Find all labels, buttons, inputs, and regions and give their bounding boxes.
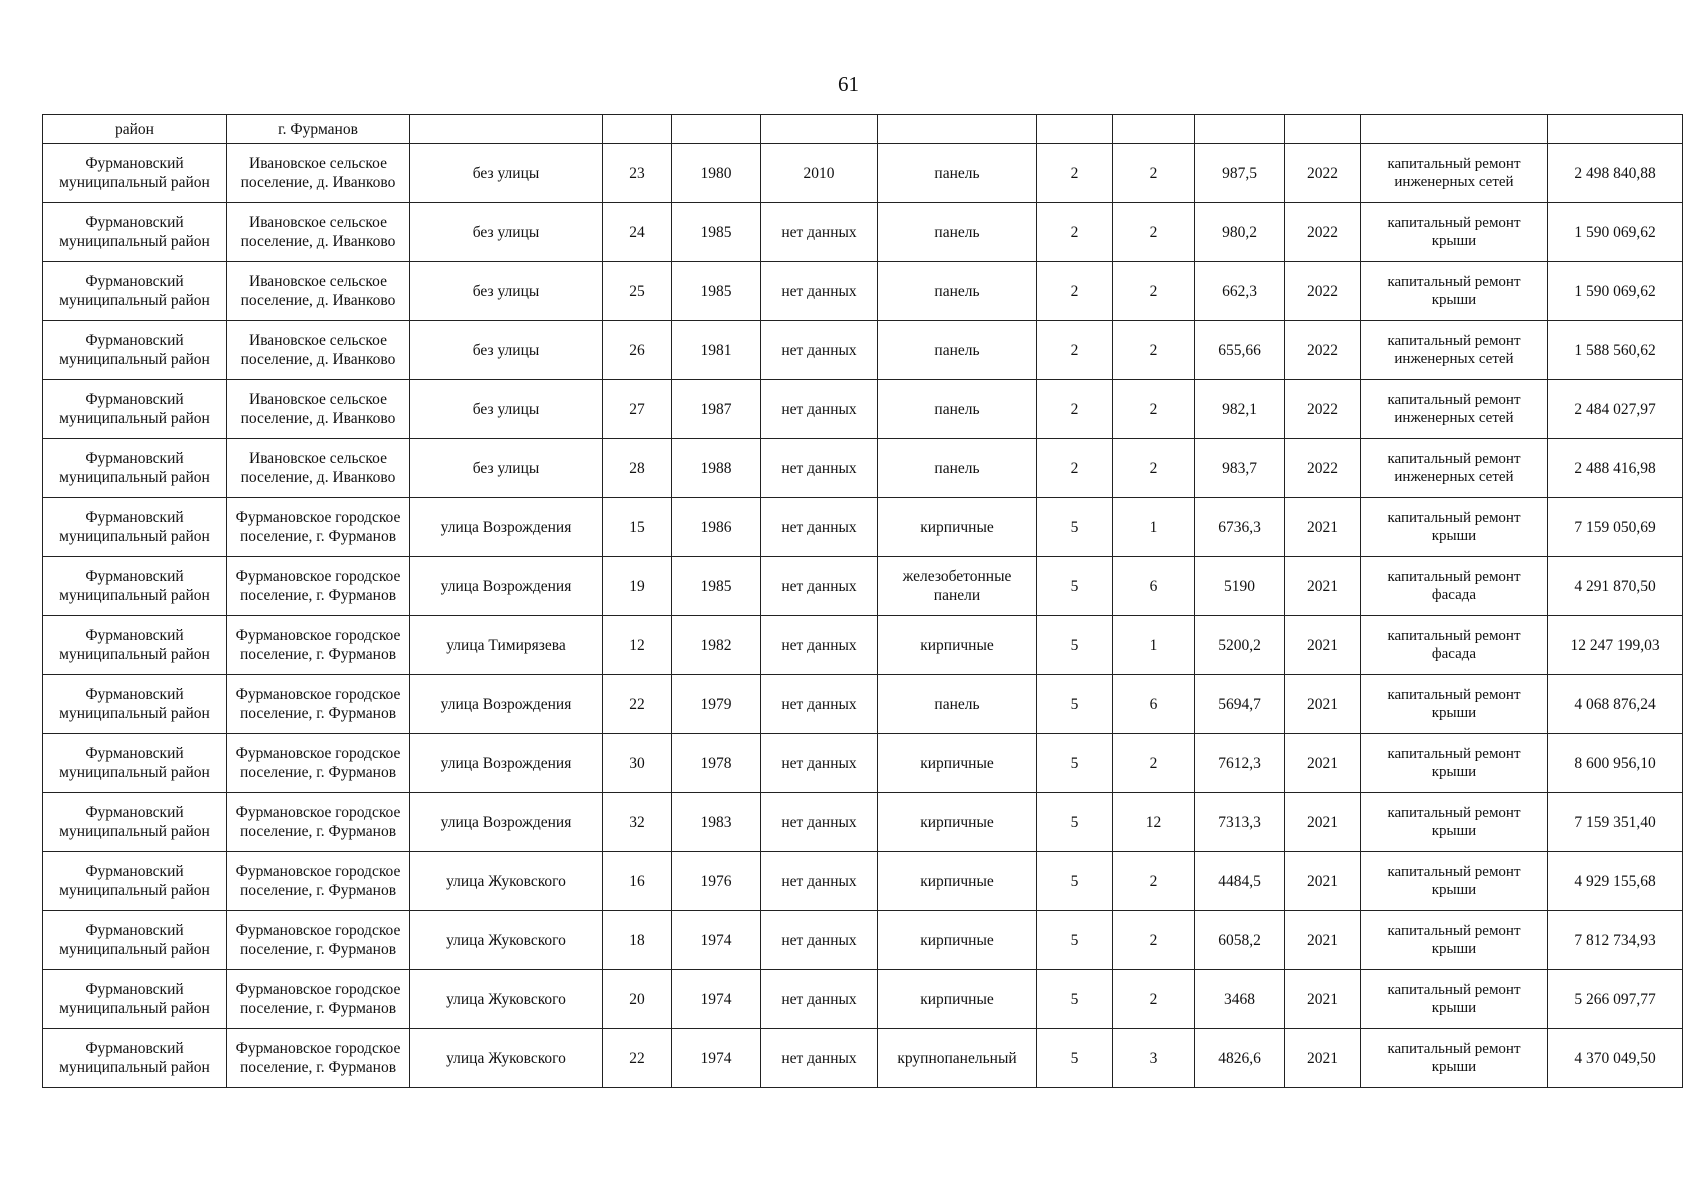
cell-entrances: 2: [1113, 203, 1195, 262]
cell-wall-material: панель: [878, 321, 1037, 380]
page-number: 61: [838, 72, 859, 96]
cell-cost: 1 590 069,62: [1548, 262, 1683, 321]
cell-floors: 5: [1037, 1029, 1113, 1088]
cell-district: Фурмановский муниципальный район: [43, 498, 227, 557]
cell-work-type: капитальный ремонт фасада: [1361, 616, 1548, 675]
cell-floors: 5: [1037, 793, 1113, 852]
cell-empty: [410, 115, 603, 144]
cell-entrances: 6: [1113, 557, 1195, 616]
cell-street: без улицы: [410, 144, 603, 203]
cell-cost: 4 291 870,50: [1548, 557, 1683, 616]
cell-empty: [1195, 115, 1285, 144]
cell-empty: [878, 115, 1037, 144]
cell-district: Фурмановский муниципальный район: [43, 734, 227, 793]
cell-year-built: 1983: [672, 793, 761, 852]
table-row: [43, 557, 1683, 616]
cell-area: 662,3: [1195, 262, 1285, 321]
cell-year-built: 1974: [672, 970, 761, 1029]
cell-floors: 2: [1037, 380, 1113, 439]
cell-street: улица Жуковского: [410, 852, 603, 911]
cell-district: Фурмановский муниципальный район: [43, 675, 227, 734]
table-row: [43, 439, 1683, 498]
cell-wall-material: железобетонные панели: [878, 557, 1037, 616]
cell-year-repair: нет данных: [761, 675, 878, 734]
cell-work-type: капитальный ремонт крыши: [1361, 203, 1548, 262]
cell-area: 983,7: [1195, 439, 1285, 498]
cell-entrances: 2: [1113, 380, 1195, 439]
cell-plan-year: 2021: [1285, 1029, 1361, 1088]
table-row: [43, 203, 1683, 262]
cell-year-built: 1985: [672, 262, 761, 321]
cell-year-repair: нет данных: [761, 498, 878, 557]
cell-work-type: капитальный ремонт крыши: [1361, 734, 1548, 793]
cell-year-repair: нет данных: [761, 734, 878, 793]
cell-street: улица Тимирязева: [410, 616, 603, 675]
cell-year-repair: нет данных: [761, 380, 878, 439]
cell-year-built: 1978: [672, 734, 761, 793]
cell-area: 4484,5: [1195, 852, 1285, 911]
cell-settlement: Фурмановское городское поселение, г. Фурманов: [227, 852, 410, 911]
cell-house-number: 32: [603, 793, 672, 852]
cell-house-number: 26: [603, 321, 672, 380]
cell-settlement: Фурмановское городское поселение, г. Фурманов: [227, 911, 410, 970]
table-row: [43, 675, 1683, 734]
cell-house-number: 23: [603, 144, 672, 203]
cell-house-number: 18: [603, 911, 672, 970]
table-row: [43, 793, 1683, 852]
cell-district: Фурмановский муниципальный район: [43, 439, 227, 498]
cell-floors: 2: [1037, 262, 1113, 321]
cell-wall-material: панель: [878, 439, 1037, 498]
cell-district: район: [43, 115, 227, 144]
cell-wall-material: кирпичные: [878, 852, 1037, 911]
cell-area: 6736,3: [1195, 498, 1285, 557]
cell-wall-material: кирпичные: [878, 616, 1037, 675]
cell-year-built: 1980: [672, 144, 761, 203]
cell-house-number: 12: [603, 616, 672, 675]
cell-wall-material: кирпичные: [878, 793, 1037, 852]
cell-entrances: 2: [1113, 262, 1195, 321]
cell-work-type: капитальный ремонт инженерных сетей: [1361, 144, 1548, 203]
cell-floors: 5: [1037, 970, 1113, 1029]
cell-work-type: капитальный ремонт инженерных сетей: [1361, 439, 1548, 498]
cell-floors: 2: [1037, 144, 1113, 203]
cell-wall-material: кирпичные: [878, 970, 1037, 1029]
cell-entrances: 2: [1113, 321, 1195, 380]
table-row: [43, 734, 1683, 793]
cell-settlement: Фурмановское городское поселение, г. Фурманов: [227, 498, 410, 557]
cell-cost: 4 929 155,68: [1548, 852, 1683, 911]
cell-work-type: капитальный ремонт инженерных сетей: [1361, 321, 1548, 380]
cell-year-built: 1982: [672, 616, 761, 675]
cell-district: Фурмановский муниципальный район: [43, 616, 227, 675]
cell-floors: 2: [1037, 439, 1113, 498]
cell-area: 4826,6: [1195, 1029, 1285, 1088]
table-row: [43, 262, 1683, 321]
cell-cost: 7 159 050,69: [1548, 498, 1683, 557]
cell-floors: 5: [1037, 675, 1113, 734]
cell-district: Фурмановский муниципальный район: [43, 203, 227, 262]
cell-area: 980,2: [1195, 203, 1285, 262]
cell-house-number: 30: [603, 734, 672, 793]
cell-street: улица Жуковского: [410, 1029, 603, 1088]
cell-work-type: капитальный ремонт крыши: [1361, 793, 1548, 852]
cell-settlement: Ивановское сельское поселение, д. Иванково: [227, 439, 410, 498]
cell-floors: 5: [1037, 498, 1113, 557]
cell-year-repair: нет данных: [761, 321, 878, 380]
cell-settlement: Фурмановское городское поселение, г. Фурманов: [227, 734, 410, 793]
cell-floors: 5: [1037, 852, 1113, 911]
table-row: [43, 1029, 1683, 1088]
cell-district: Фурмановский муниципальный район: [43, 144, 227, 203]
table-row: [43, 115, 1683, 144]
cell-district: Фурмановский муниципальный район: [43, 793, 227, 852]
cell-year-repair: нет данных: [761, 852, 878, 911]
cell-entrances: 1: [1113, 616, 1195, 675]
cell-wall-material: кирпичные: [878, 734, 1037, 793]
cell-street: без улицы: [410, 321, 603, 380]
cell-wall-material: панель: [878, 144, 1037, 203]
cell-plan-year: 2022: [1285, 144, 1361, 203]
cell-street: улица Возрождения: [410, 498, 603, 557]
cell-entrances: 2: [1113, 970, 1195, 1029]
cell-entrances: 2: [1113, 852, 1195, 911]
cell-floors: 5: [1037, 734, 1113, 793]
cell-year-repair: нет данных: [761, 616, 878, 675]
housing-repair-table: [42, 114, 1683, 1088]
cell-year-repair: нет данных: [761, 1029, 878, 1088]
cell-settlement: Ивановское сельское поселение, д. Иванково: [227, 380, 410, 439]
cell-year-built: 1985: [672, 557, 761, 616]
cell-house-number: 22: [603, 1029, 672, 1088]
cell-wall-material: крупнопанельный: [878, 1029, 1037, 1088]
cell-area: 5200,2: [1195, 616, 1285, 675]
cell-work-type: капитальный ремонт крыши: [1361, 911, 1548, 970]
cell-year-built: 1981: [672, 321, 761, 380]
cell-empty: [672, 115, 761, 144]
cell-empty: [1548, 115, 1683, 144]
cell-district: Фурмановский муниципальный район: [43, 911, 227, 970]
cell-year-built: 1974: [672, 1029, 761, 1088]
cell-plan-year: 2021: [1285, 675, 1361, 734]
cell-plan-year: 2022: [1285, 262, 1361, 321]
table-body: [43, 115, 1683, 1088]
cell-street: улица Жуковского: [410, 911, 603, 970]
cell-district: Фурмановский муниципальный район: [43, 852, 227, 911]
cell-street: улица Возрождения: [410, 675, 603, 734]
cell-cost: 2 484 027,97: [1548, 380, 1683, 439]
cell-floors: 5: [1037, 911, 1113, 970]
table-row: [43, 970, 1683, 1029]
cell-plan-year: 2022: [1285, 439, 1361, 498]
cell-entrances: 6: [1113, 675, 1195, 734]
cell-cost: 2 498 840,88: [1548, 144, 1683, 203]
cell-area: 655,66: [1195, 321, 1285, 380]
cell-plan-year: 2022: [1285, 203, 1361, 262]
cell-plan-year: 2021: [1285, 498, 1361, 557]
cell-district: Фурмановский муниципальный район: [43, 321, 227, 380]
cell-cost: 2 488 416,98: [1548, 439, 1683, 498]
cell-year-repair: нет данных: [761, 911, 878, 970]
cell-plan-year: 2021: [1285, 970, 1361, 1029]
cell-settlement: Ивановское сельское поселение, д. Иванково: [227, 262, 410, 321]
cell-area: 5694,7: [1195, 675, 1285, 734]
cell-wall-material: панель: [878, 262, 1037, 321]
cell-year-repair: нет данных: [761, 793, 878, 852]
cell-wall-material: кирпичные: [878, 911, 1037, 970]
cell-street: без улицы: [410, 262, 603, 321]
cell-work-type: капитальный ремонт крыши: [1361, 498, 1548, 557]
cell-area: 987,5: [1195, 144, 1285, 203]
cell-house-number: 22: [603, 675, 672, 734]
cell-district: Фурмановский муниципальный район: [43, 1029, 227, 1088]
cell-work-type: капитальный ремонт инженерных сетей: [1361, 380, 1548, 439]
cell-plan-year: 2021: [1285, 557, 1361, 616]
cell-plan-year: 2021: [1285, 616, 1361, 675]
cell-settlement: Фурмановское городское поселение, г. Фурманов: [227, 793, 410, 852]
cell-settlement: Фурмановское городское поселение, г. Фурманов: [227, 1029, 410, 1088]
cell-entrances: 12: [1113, 793, 1195, 852]
table-row: [43, 911, 1683, 970]
cell-settlement: Фурмановское городское поселение, г. Фурманов: [227, 675, 410, 734]
cell-entrances: 2: [1113, 911, 1195, 970]
cell-house-number: 16: [603, 852, 672, 911]
cell-plan-year: 2022: [1285, 380, 1361, 439]
cell-wall-material: панель: [878, 675, 1037, 734]
cell-year-repair: нет данных: [761, 203, 878, 262]
cell-entrances: 2: [1113, 734, 1195, 793]
table-row: [43, 616, 1683, 675]
cell-area: 5190: [1195, 557, 1285, 616]
cell-plan-year: 2021: [1285, 734, 1361, 793]
cell-cost: 4 068 876,24: [1548, 675, 1683, 734]
cell-work-type: капитальный ремонт крыши: [1361, 675, 1548, 734]
cell-cost: 8 600 956,10: [1548, 734, 1683, 793]
table-row: [43, 498, 1683, 557]
cell-work-type: капитальный ремонт крыши: [1361, 970, 1548, 1029]
cell-cost: 1 590 069,62: [1548, 203, 1683, 262]
cell-house-number: 28: [603, 439, 672, 498]
cell-house-number: 25: [603, 262, 672, 321]
cell-area: 982,1: [1195, 380, 1285, 439]
table-row: [43, 144, 1683, 203]
cell-year-repair: нет данных: [761, 557, 878, 616]
cell-floors: 2: [1037, 321, 1113, 380]
cell-year-built: 1986: [672, 498, 761, 557]
cell-floors: 2: [1037, 203, 1113, 262]
cell-area: 7313,3: [1195, 793, 1285, 852]
cell-empty: [761, 115, 878, 144]
cell-settlement: Ивановское сельское поселение, д. Иванково: [227, 321, 410, 380]
cell-area: 3468: [1195, 970, 1285, 1029]
cell-year-built: 1988: [672, 439, 761, 498]
cell-entrances: 1: [1113, 498, 1195, 557]
cell-work-type: капитальный ремонт фасада: [1361, 557, 1548, 616]
cell-plan-year: 2021: [1285, 852, 1361, 911]
cell-plan-year: 2021: [1285, 911, 1361, 970]
table-row: [43, 321, 1683, 380]
cell-settlement: г. Фурманов: [227, 115, 410, 144]
cell-year-repair: нет данных: [761, 262, 878, 321]
cell-street: улица Возрождения: [410, 734, 603, 793]
cell-house-number: 27: [603, 380, 672, 439]
cell-floors: 5: [1037, 616, 1113, 675]
table-row: [43, 852, 1683, 911]
cell-empty: [603, 115, 672, 144]
cell-district: Фурмановский муниципальный район: [43, 970, 227, 1029]
cell-year-built: 1974: [672, 911, 761, 970]
cell-street: улица Жуковского: [410, 970, 603, 1029]
cell-plan-year: 2021: [1285, 793, 1361, 852]
cell-work-type: капитальный ремонт крыши: [1361, 262, 1548, 321]
cell-settlement: Фурмановское городское поселение, г. Фурманов: [227, 557, 410, 616]
cell-entrances: 3: [1113, 1029, 1195, 1088]
cell-work-type: капитальный ремонт крыши: [1361, 1029, 1548, 1088]
cell-street: улица Возрождения: [410, 557, 603, 616]
cell-district: Фурмановский муниципальный район: [43, 380, 227, 439]
cell-cost: 12 247 199,03: [1548, 616, 1683, 675]
cell-wall-material: кирпичные: [878, 498, 1037, 557]
cell-district: Фурмановский муниципальный район: [43, 262, 227, 321]
cell-year-built: 1987: [672, 380, 761, 439]
cell-cost: 7 812 734,93: [1548, 911, 1683, 970]
cell-street: без улицы: [410, 203, 603, 262]
cell-entrances: 2: [1113, 439, 1195, 498]
cell-wall-material: панель: [878, 380, 1037, 439]
cell-cost: 1 588 560,62: [1548, 321, 1683, 380]
cell-year-repair: нет данных: [761, 970, 878, 1029]
cell-year-built: 1985: [672, 203, 761, 262]
cell-street: без улицы: [410, 380, 603, 439]
cell-year-built: 1979: [672, 675, 761, 734]
cell-empty: [1113, 115, 1195, 144]
cell-empty: [1037, 115, 1113, 144]
cell-empty: [1361, 115, 1548, 144]
cell-house-number: 24: [603, 203, 672, 262]
cell-floors: 5: [1037, 557, 1113, 616]
cell-district: Фурмановский муниципальный район: [43, 557, 227, 616]
cell-street: улица Возрождения: [410, 793, 603, 852]
cell-year-repair: нет данных: [761, 439, 878, 498]
cell-house-number: 19: [603, 557, 672, 616]
cell-entrances: 2: [1113, 144, 1195, 203]
cell-settlement: Фурмановское городское поселение, г. Фурманов: [227, 616, 410, 675]
cell-area: 6058,2: [1195, 911, 1285, 970]
cell-settlement: Фурмановское городское поселение, г. Фурманов: [227, 970, 410, 1029]
cell-street: без улицы: [410, 439, 603, 498]
cell-work-type: капитальный ремонт крыши: [1361, 852, 1548, 911]
cell-year-repair: 2010: [761, 144, 878, 203]
cell-empty: [1285, 115, 1361, 144]
cell-plan-year: 2022: [1285, 321, 1361, 380]
cell-house-number: 20: [603, 970, 672, 1029]
cell-house-number: 15: [603, 498, 672, 557]
cell-wall-material: панель: [878, 203, 1037, 262]
cell-cost: 7 159 351,40: [1548, 793, 1683, 852]
cell-cost: 5 266 097,77: [1548, 970, 1683, 1029]
table-row: [43, 380, 1683, 439]
cell-settlement: Ивановское сельское поселение, д. Иванково: [227, 144, 410, 203]
cell-area: 7612,3: [1195, 734, 1285, 793]
cell-cost: 4 370 049,50: [1548, 1029, 1683, 1088]
cell-settlement: Ивановское сельское поселение, д. Иванково: [227, 203, 410, 262]
cell-year-built: 1976: [672, 852, 761, 911]
